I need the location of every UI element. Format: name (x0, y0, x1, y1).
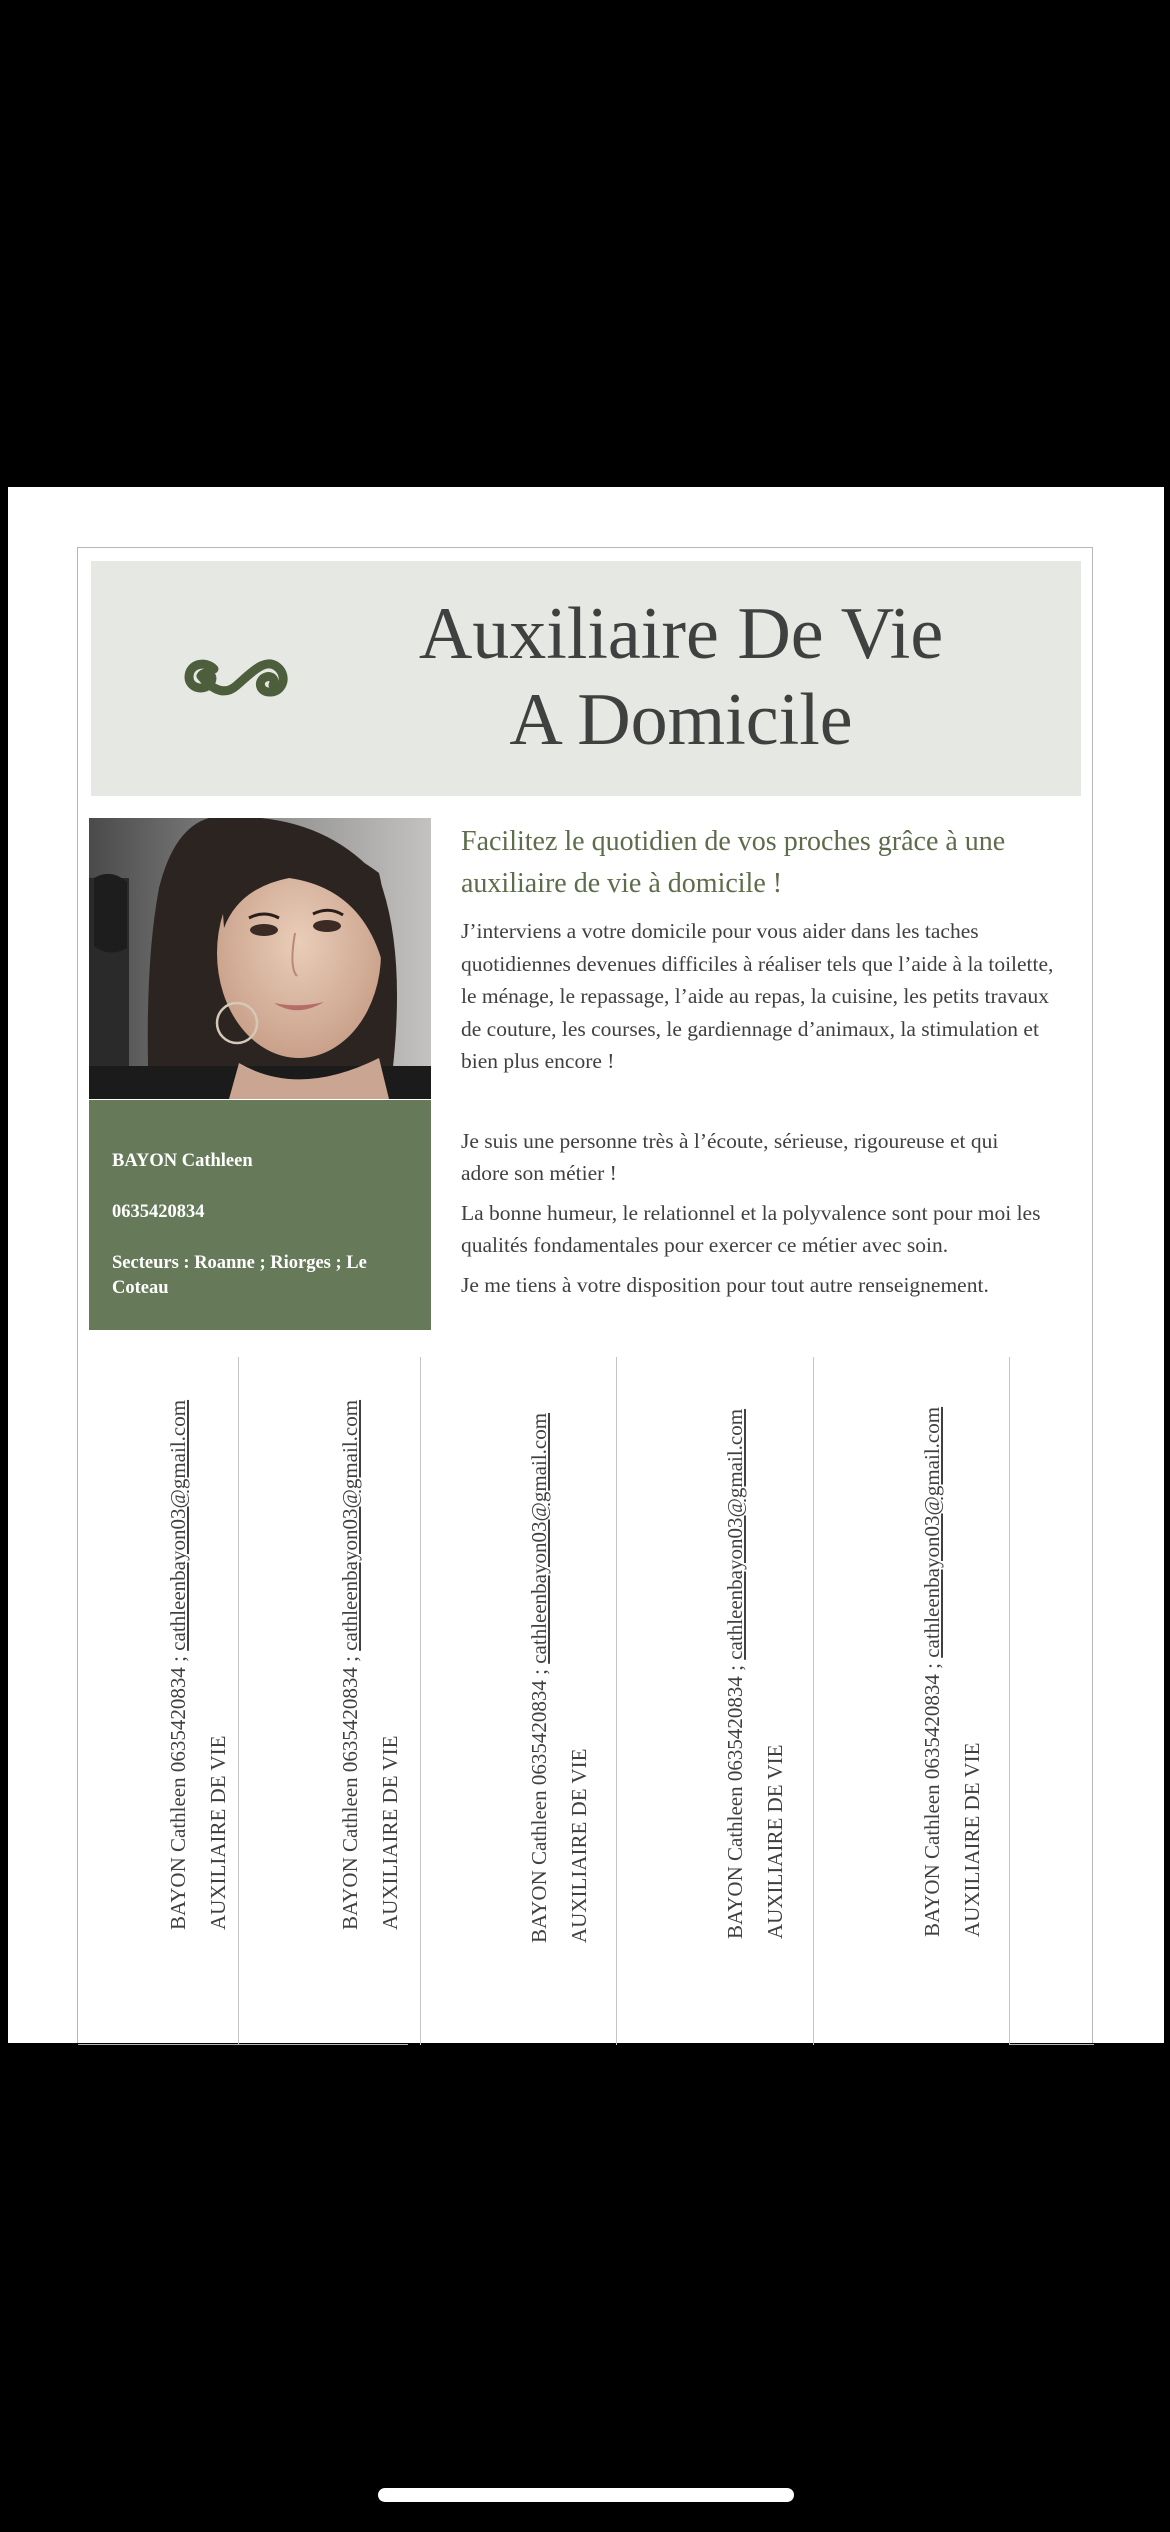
tab-job-title: AUXILIAIRE DE VIE (377, 1735, 402, 1930)
contact-name: BAYON Cathleen (112, 1151, 253, 1171)
tab-contact-line: BAYON Cathleen 0635420834 ; (526, 1663, 551, 1943)
main-text (461, 821, 1093, 1301)
contact-card (89, 1100, 431, 1330)
tab-text (519, 1413, 599, 1943)
tab-email-link[interactable]: cathleenbayon03@gmail.com (166, 1399, 190, 1651)
tab-contact-line: BAYON Cathleen 0635420834 ; (166, 1650, 190, 1930)
tab-job-title: AUXILIAIRE DE VIE (206, 1735, 230, 1930)
header-band (91, 561, 1081, 796)
tab-email-link[interactable]: cathleenbayon03@gmail.com (723, 1408, 747, 1660)
tab-text (715, 1409, 795, 1939)
tear-off-tab-1[interactable] (78, 1355, 238, 2045)
page-title (361, 591, 1001, 763)
tab-divider (1009, 1357, 1010, 2045)
tear-off-tab-2[interactable] (239, 1355, 420, 2045)
tab-contact-line: BAYON Cathleen 0635420834 ; (723, 1659, 747, 1939)
tab-text (912, 1407, 992, 1937)
tear-off-tabs (78, 1355, 1094, 2045)
tab-job-title: AUXILIAIRE DE VIE (763, 1744, 787, 1939)
tab-job-title: AUXILIAIRE DE VIE (566, 1748, 591, 1943)
paragraph-personality: Je suis une personne très à l’écoute, sérieuse, rigoureuse et qui adore son métier ! (461, 1128, 999, 1185)
tab-contact-line: BAYON Cathleen 0635420834 ; (919, 1657, 944, 1937)
portrait-photo (89, 818, 431, 1099)
tab-bottom-edge (78, 2044, 238, 2045)
tagline: Facilitez le quotidien de vos proches grâce à une auxiliaire de vie à domicile ! (461, 826, 1006, 899)
title-line-1: Auxiliaire De Vie (418, 593, 944, 675)
tab-text (158, 1400, 238, 1930)
tab-job-title: AUXILIAIRE DE VIE (959, 1742, 984, 1937)
tear-off-tab-4[interactable] (617, 1355, 813, 2045)
paragraph-qualities: La bonne humeur, le relationnel et la polyvalence sont pour moi les qualités fondamentales pour exercer ce métier avec soin. (461, 1200, 1041, 1257)
tab-email-link[interactable]: cathleenbayon03@gmail.com (919, 1406, 944, 1658)
tab-bottom-edge (1010, 2044, 1094, 2045)
paragraph-services: J’interviens a votre domicile pour vous aider dans les taches quotidiennes devenues difficiles à réaliser tels que l’aide à la toilette, le ménage, le repassage, l’aide au repas, la cuisine, les petits travaux de couture, les courses, le gardiennage d’animaux, la stimulation et bien plus encore ! (461, 919, 1054, 1073)
contact-phone: 0635420834 (112, 1202, 205, 1222)
contact-sectors: Secteurs : Roanne ; Riorges ; Le Coteau (112, 1253, 367, 1298)
tab-email-link[interactable]: cathleenbayon03@gmail.com (337, 1399, 362, 1651)
flyer (77, 547, 1093, 2043)
tear-off-tab-5[interactable] (814, 1355, 1009, 2045)
tab-text (330, 1400, 410, 1930)
home-indicator[interactable] (378, 2488, 794, 2502)
paragraph-availability: Je me tiens à votre disposition pour tout autre renseignement. (461, 1272, 989, 1297)
swirl-ornament-icon (169, 646, 303, 708)
tab-email-link[interactable]: cathleenbayon03@gmail.com (526, 1412, 551, 1664)
tab-bottom-edge (238, 2044, 408, 2045)
title-line-2: A Domicile (509, 679, 853, 761)
document-page[interactable] (8, 487, 1164, 2043)
tear-off-tab-3[interactable] (421, 1355, 616, 2045)
tab-contact-line: BAYON Cathleen 0635420834 ; (337, 1650, 362, 1930)
